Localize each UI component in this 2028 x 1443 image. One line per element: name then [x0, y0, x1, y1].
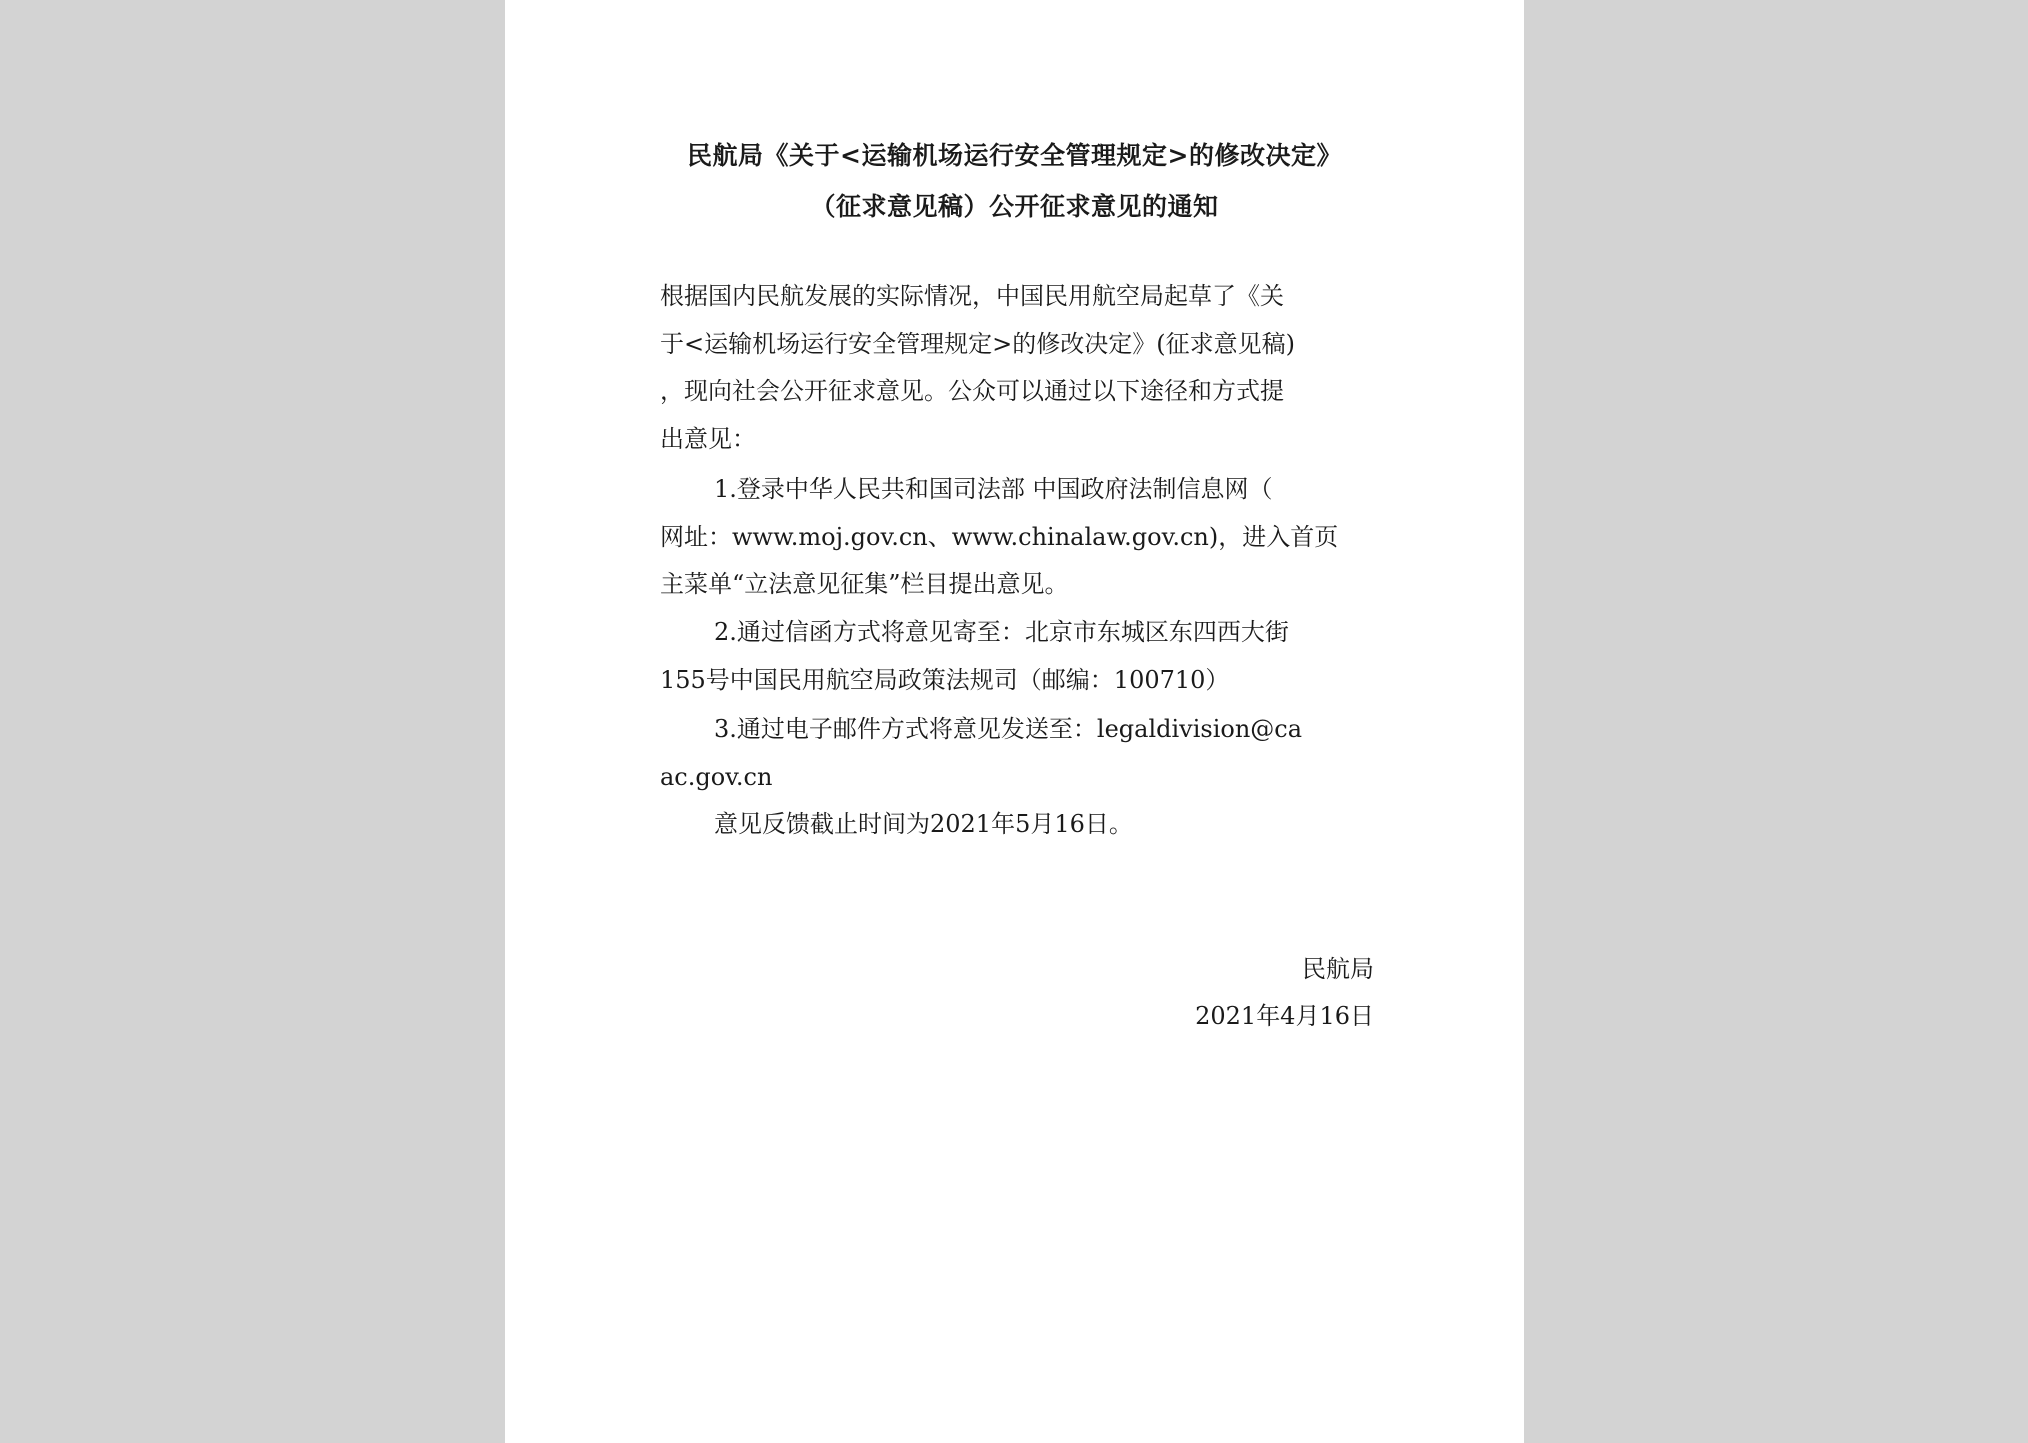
document-title-line-1: 民航局《关于<运输机场运行安全管理规定>的修改决定》: [687, 141, 1342, 170]
paragraph-line: 出意见：: [660, 425, 756, 453]
paragraph-line: ，现向社会公开征求意见。公众可以通过以下途径和方式提: [660, 377, 1284, 405]
paragraph-line: 根据国内民航发展的实际情况，中国民用航空局起草了《关: [660, 282, 1284, 310]
list-item-3-line: ac.gov.cn: [660, 763, 773, 791]
list-item-1-line: 网址：www.moj.gov.cn、www.chinalaw.gov.cn)，进入首页: [660, 523, 1339, 551]
list-item-2-line: 155号中国民用航空局政策法规司（邮编：100710）: [660, 666, 1230, 694]
document-page: [505, 0, 1524, 1443]
paragraph-line: 于<运输机场运行安全管理规定>的修改决定》(征求意见稿): [660, 330, 1295, 358]
document-date: 2021年4月16日: [1195, 1002, 1374, 1030]
document-title-line-2: （征求意见稿）公开征求意见的通知: [810, 192, 1219, 221]
signature: 民航局: [1302, 955, 1374, 983]
list-item-2-line: 2.通过信函方式将意见寄至：北京市东城区东四西大街: [714, 618, 1289, 646]
list-item-3-line: 3.通过电子邮件方式将意见发送至：legaldivision@ca: [714, 715, 1303, 743]
list-item-1-line: 主菜单“立法意见征集”栏目提出意见。: [660, 570, 1069, 598]
list-item-1-line: 1.登录中华人民共和国司法部 中国政府法制信息网（: [714, 475, 1273, 503]
deadline-text: 意见反馈截止时间为2021年5月16日。: [714, 810, 1133, 838]
